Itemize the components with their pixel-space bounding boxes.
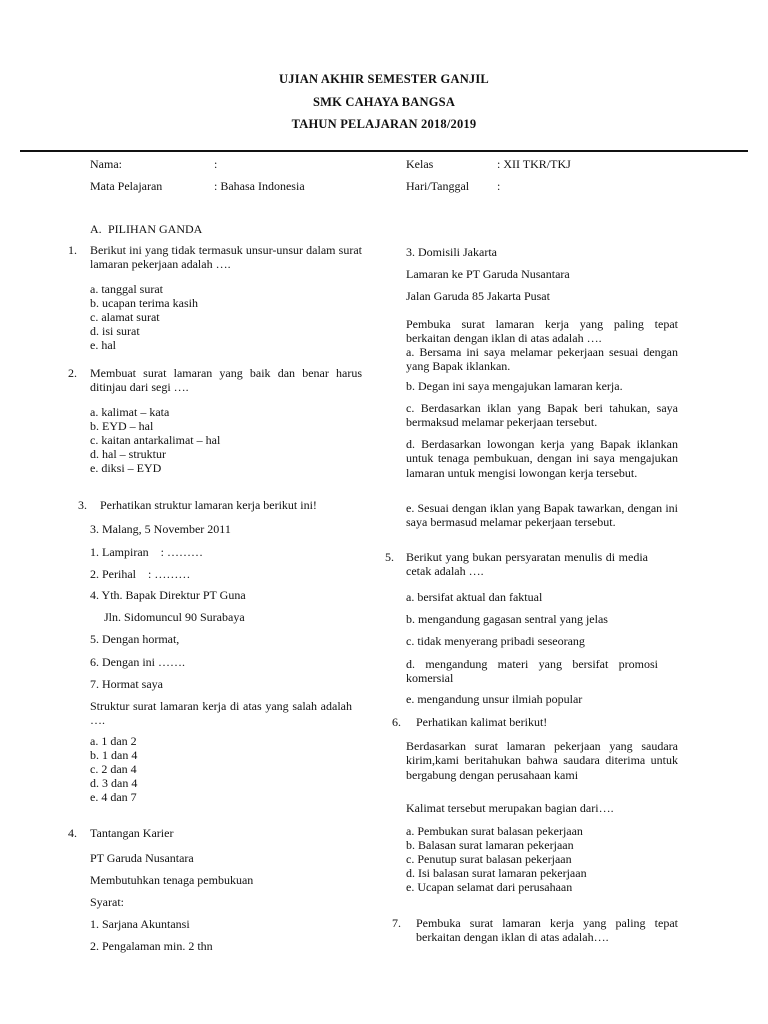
q7-text: Pembuka surat lamaran kerja yang paling tepat berkaitan dengan iklan di atas adalah….: [416, 916, 678, 945]
q2-option-b: b. EYD – hal: [90, 419, 154, 433]
q6-number: 6.: [392, 715, 401, 729]
q3-question: Struktur surat lamaran kerja di atas yang salah adalah ….: [90, 699, 352, 728]
q4-ad-req-1: 1. Sarjana Akuntansi: [90, 917, 190, 931]
q3-option-a: a. 1 dan 2: [90, 734, 137, 748]
q4-ad-req-3: 3. Domisili Jakarta: [406, 245, 497, 259]
mapel-value: : Bahasa Indonesia: [214, 179, 305, 193]
q3-option-e: e. 4 dan 7: [90, 790, 137, 804]
exam-title: UJIAN AKHIR SEMESTER GANJIL: [279, 72, 489, 86]
q2-option-a: a. kalimat – kata: [90, 405, 170, 419]
q1-option-e: e. hal: [90, 338, 116, 352]
q2-text: Membuat surat lamaran yang baik dan benar harus ditinjau dari segi ….: [90, 366, 362, 395]
q4-ad-req-2: 2. Pengalaman min. 2 thn: [90, 939, 213, 953]
q7-number: 7.: [392, 916, 401, 930]
q4-option-a: a. Bersama ini saya melamar pekerjaan sesuai dengan yang Bapak iklankan.: [406, 345, 678, 374]
section-title: PILIHAN GANDA: [108, 222, 203, 236]
hari-value: :: [497, 179, 501, 193]
q4-text: Pembuka surat lamaran kerja yang paling tepat berkaitan dengan iklan di atas adalah ….: [406, 317, 678, 346]
section-label: A.: [90, 222, 102, 236]
q4-option-c: c. Berdasarkan iklan yang Bapak beri tahukan, saya bermaksud melamar pekerjaan tersebut.: [406, 401, 678, 430]
q1-option-d: d. isi surat: [90, 324, 140, 338]
q4-option-b: b. Degan ini saya mengajukan lamaran kerja.: [406, 379, 623, 393]
q4-option-e: e. Sesuai dengan iklan yang Bapak tawarkan, dengan ini saya bermasud melamar pekerjaan tersebut.: [406, 501, 678, 530]
q6-option-b: b. Balasan surat lamaran pekerjaan: [406, 838, 574, 852]
q1-text: Berikut ini yang tidak termasuk unsur-unsur dalam surat lamaran pekerjaan adalah ….: [90, 243, 362, 272]
q2-number: 2.: [68, 366, 77, 380]
q4-ad-address: Jalan Garuda 85 Jakarta Pusat: [406, 289, 550, 303]
q4-ad-syarat: Syarat:: [90, 895, 124, 909]
q1-option-a: a. tanggal surat: [90, 282, 163, 296]
q3-item-lampiran: 1. Lampiran : ………: [90, 545, 203, 559]
q3-item-date: 3. Malang, 5 November 2011: [90, 522, 231, 536]
q3-item-perihal: 2. Perihal : ………: [90, 567, 191, 581]
q2-option-d: d. hal – struktur: [90, 447, 166, 461]
mapel-label: Mata Pelajaran: [90, 179, 163, 193]
nama-label: Nama:: [90, 157, 122, 171]
q4-option-d: d. Berdasarkan lowongan kerja yang Bapak iklankan untuk tenaga pembukuan, dengan ini saya mengajukan lamaran untuk mengisi lowongan kerja tersebut.: [406, 437, 678, 480]
q3-text: Perhatikan struktur lamaran kerja berikut ini!: [100, 498, 317, 512]
q4-ad-send-to: Lamaran ke PT Garuda Nusantara: [406, 267, 570, 281]
school-name: SMK CAHAYA BANGSA: [312, 95, 456, 109]
q6-question: Kalimat tersebut merupakan bagian dari….: [406, 801, 614, 815]
q5-number: 5.: [385, 550, 394, 564]
q3-item-salam: 5. Dengan hormat,: [90, 632, 180, 646]
q1-option-c: c. alamat surat: [90, 310, 160, 324]
q4-ad-need: Membutuhkan tenaga pembukuan: [90, 873, 254, 887]
q3-option-b: b. 1 dan 4: [90, 748, 138, 762]
header-divider: [20, 150, 748, 152]
q1-number: 1.: [68, 243, 77, 257]
q2-option-e: e. diksi – EYD: [90, 461, 162, 475]
q3-number: 3.: [78, 498, 87, 512]
nama-value: :: [214, 157, 218, 171]
q5-option-a: a. bersifat aktual dan faktual: [406, 590, 543, 604]
q6-option-c: c. Penutup surat balasan pekerjaan: [406, 852, 572, 866]
q6-option-e: e. Ucapan selamat dari perusahaan: [406, 880, 573, 894]
q4-ad-heading: Tantangan Karier: [90, 826, 174, 840]
q4-number: 4.: [68, 826, 77, 840]
q6-option-d: d. Isi balasan surat lamaran pekerjaan: [406, 866, 587, 880]
q5-option-b: b. mengandung gagasan sentral yang jelas: [406, 612, 608, 626]
school-year: TAHUN PELAJARAN 2018/2019: [291, 117, 477, 131]
q6-text: Perhatikan kalimat berikut!: [416, 715, 548, 729]
q3-option-d: d. 3 dan 4: [90, 776, 138, 790]
q1-option-b: b. ucapan terima kasih: [90, 296, 198, 310]
kelas-label: Kelas: [406, 157, 434, 171]
q5-text: Berikut yang bukan persyaratan menulis di media cetak adalah ….: [406, 550, 648, 579]
q4-ad-company: PT Garuda Nusantara: [90, 851, 194, 865]
q3-item-address: Jln. Sidomuncul 90 Surabaya: [104, 610, 245, 624]
q3-item-dengan-ini: 6. Dengan ini …….: [90, 655, 185, 669]
q5-option-c: c. tidak menyerang pribadi seseorang: [406, 634, 585, 648]
kelas-value: : XII TKR/TKJ: [497, 157, 571, 171]
q3-item-hormat: 7. Hormat saya: [90, 677, 163, 691]
q3-item-yth: 4. Yth. Bapak Direktur PT Guna: [90, 588, 246, 602]
q5-option-d: d. mengandung materi yang bersifat promosi komersial: [406, 657, 658, 686]
q5-option-e: e. mengandung unsur ilmiah popular: [406, 692, 583, 706]
q3-option-c: c. 2 dan 4: [90, 762, 137, 776]
hari-label: Hari/Tanggal: [406, 179, 470, 193]
q2-option-c: c. kaitan antarkalimat – hal: [90, 433, 221, 447]
q6-option-a: a. Pembukan surat balasan pekerjaan: [406, 824, 583, 838]
q6-quote: Berdasarkan surat lamaran pekerjaan yang saudara kirim,kami beritahukan bahwa saudara diterima untuk bergabung dengan perusahaan kami: [406, 739, 678, 782]
